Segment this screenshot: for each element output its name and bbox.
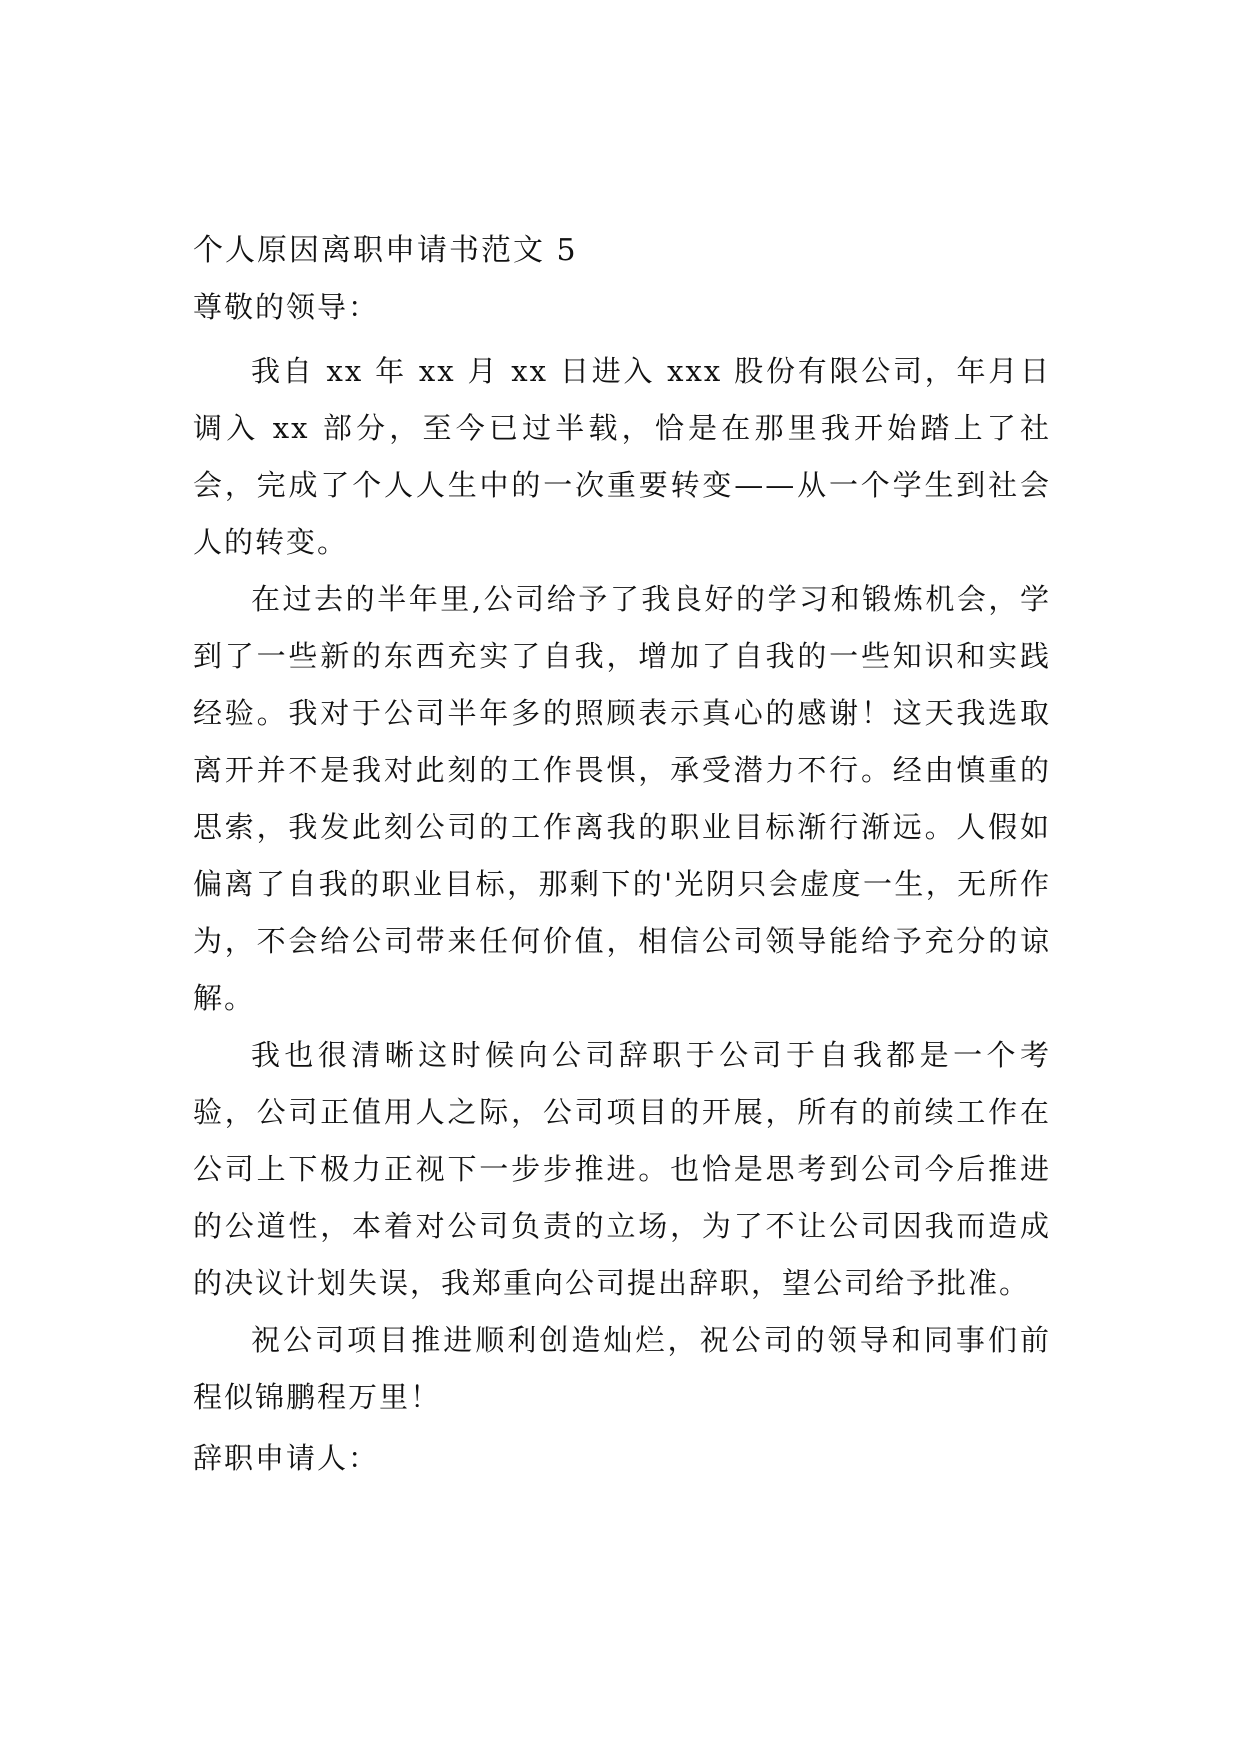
signature-line: 辞职申请人： bbox=[193, 1441, 380, 1475]
document-title: 个人原因离职申请书范文 5 bbox=[193, 233, 578, 268]
resignation-letter bbox=[193, 222, 1051, 1487]
paragraph-1: 我自 xx 年 xx 月 xx 日进入 xxx 股份有限公司，年月日调入 xx 部分，至今已过半载，恰是在那里我开始踏上了社会，完成了个人人生中的一次重要转变——从一个学生到社会人的转变。 bbox=[193, 354, 1051, 559]
salutation: 尊敬的领导： bbox=[193, 290, 380, 324]
paragraph-3: 我也很清晰这时候向公司辞职于公司于自我都是一个考验，公司正值用人之际，公司项目的开展，所有的前续工作在公司上下极力正视下一步步推进。也恰是思考到公司今后推进的公道性，本着对公司负责的立场，为了不让公司因我而造成的决议计划失误，我郑重向公司提出辞职，望公司给予批准。 bbox=[193, 1038, 1051, 1300]
paragraph-4: 祝公司项目推进顺利创造灿烂，祝公司的领导和同事们前程似锦鹏程万里！ bbox=[193, 1323, 1051, 1414]
paragraph-2: 在过去的半年里,公司给予了我良好的学习和锻炼机会，学到了一些新的东西充实了自我，增加了自我的一些知识和实践经验。我对于公司半年多的照顾表示真心的感谢！这天我选取离开并不是我对此刻的工作畏惧，承受潜力不行。经由慎重的思索，我发此刻公司的工作离我的职业目标渐行渐远。人假如偏离了自我的职业目标，那剩下的'光阴只会虚度一生，无所作为，不会给公司带来任何价值，相信公司领导能给予充分的谅解。 bbox=[193, 582, 1051, 1015]
